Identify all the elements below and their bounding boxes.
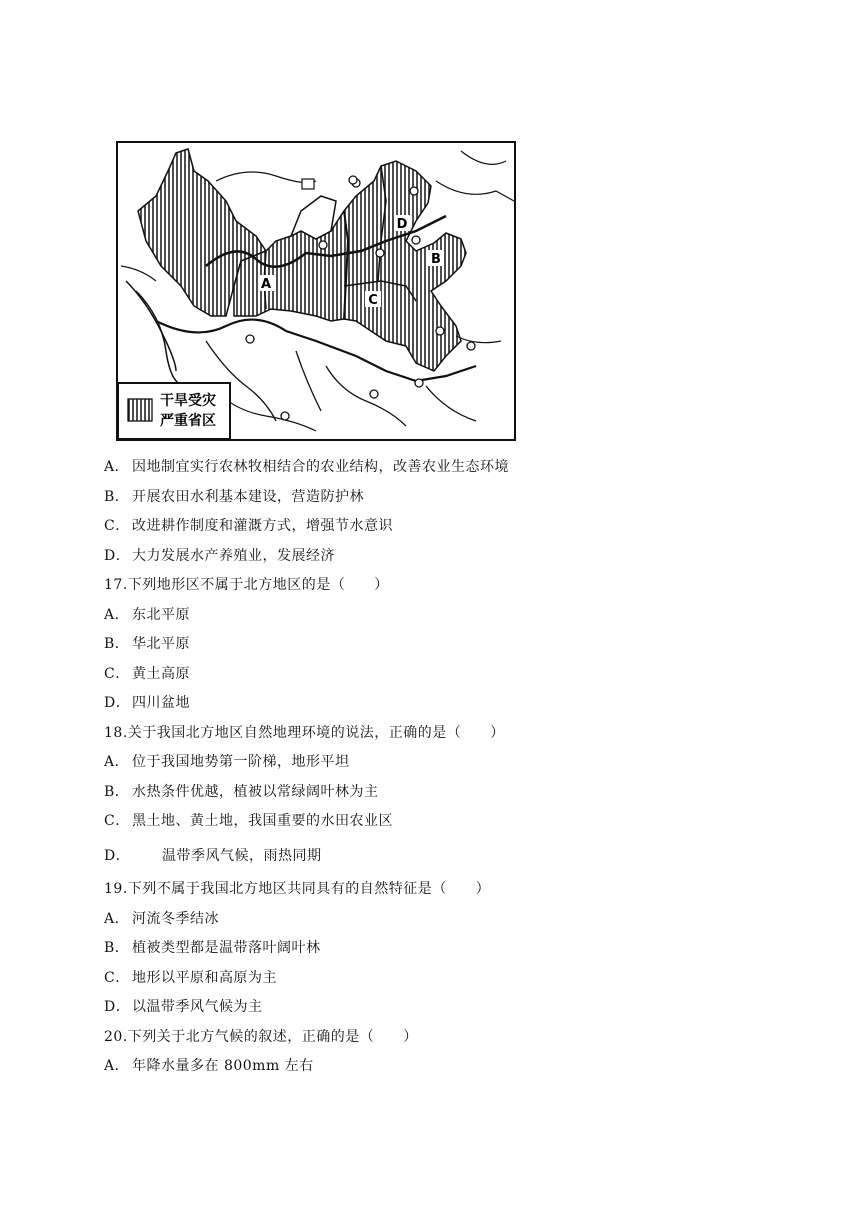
legend-text-1: 干旱受灾	[160, 393, 216, 409]
q20-option-a: A． 年降水量多在 800mm 左右	[104, 1058, 314, 1074]
drought-map	[116, 141, 516, 441]
q18-option-c: C． 黑土地、黄土地，我国重要的水田农业区	[104, 813, 393, 829]
q19-stem: 19.下列不属于我国北方地区共同具有的自然特征是（ ）	[104, 881, 491, 897]
q17-option-a: A． 东北平原	[104, 607, 190, 623]
q17-option-b: B． 华北平原	[104, 636, 190, 652]
q17-option-c: C． 黄土高原	[104, 666, 190, 682]
q19-option-a: A． 河流冬季结冰	[104, 911, 219, 927]
q16-option-c: C． 改进耕作制度和灌溉方式，增强节水意识	[104, 518, 393, 534]
q19-option-c: C． 地形以平原和高原为主	[104, 970, 277, 986]
legend-text-2: 严重省区	[160, 413, 216, 429]
q19-option-d: D． 以温带季风气候为主	[104, 999, 263, 1015]
q20-stem: 20.下列关于北方气候的叙述，正确的是（ ）	[104, 1029, 418, 1045]
map-label-b: B	[431, 252, 441, 267]
q16-option-a: A． 因地制宜实行农林牧相结合的农业结构，改善农业生态环境	[104, 459, 509, 475]
map-label-a: A	[260, 277, 272, 292]
q18-option-a: A． 位于我国地势第一阶梯，地形平坦	[104, 754, 350, 770]
q18-stem: 18.关于我国北方地区自然地理环境的说法，正确的是（ ）	[104, 725, 505, 741]
map-label-d: D	[396, 217, 408, 232]
q17-stem: 17.下列地形区不属于北方地区的是（ ）	[104, 577, 389, 593]
q18-option-b: B． 水热条件优越，植被以常绿阔叶林为主	[104, 784, 379, 800]
q18-option-d: D． 温带季风气候，雨热同期	[104, 848, 322, 864]
map-label-c: C	[368, 293, 378, 308]
q17-option-d: D． 四川盆地	[104, 695, 190, 711]
map-legend	[118, 383, 230, 439]
q19-option-b: B． 植被类型都是温带落叶阔叶林	[104, 940, 321, 956]
q16-option-d: D． 大力发展水产养殖业，发展经济	[104, 548, 335, 564]
q16-option-b: B． 开展农田水利基本建设，营造防护林	[104, 489, 364, 505]
